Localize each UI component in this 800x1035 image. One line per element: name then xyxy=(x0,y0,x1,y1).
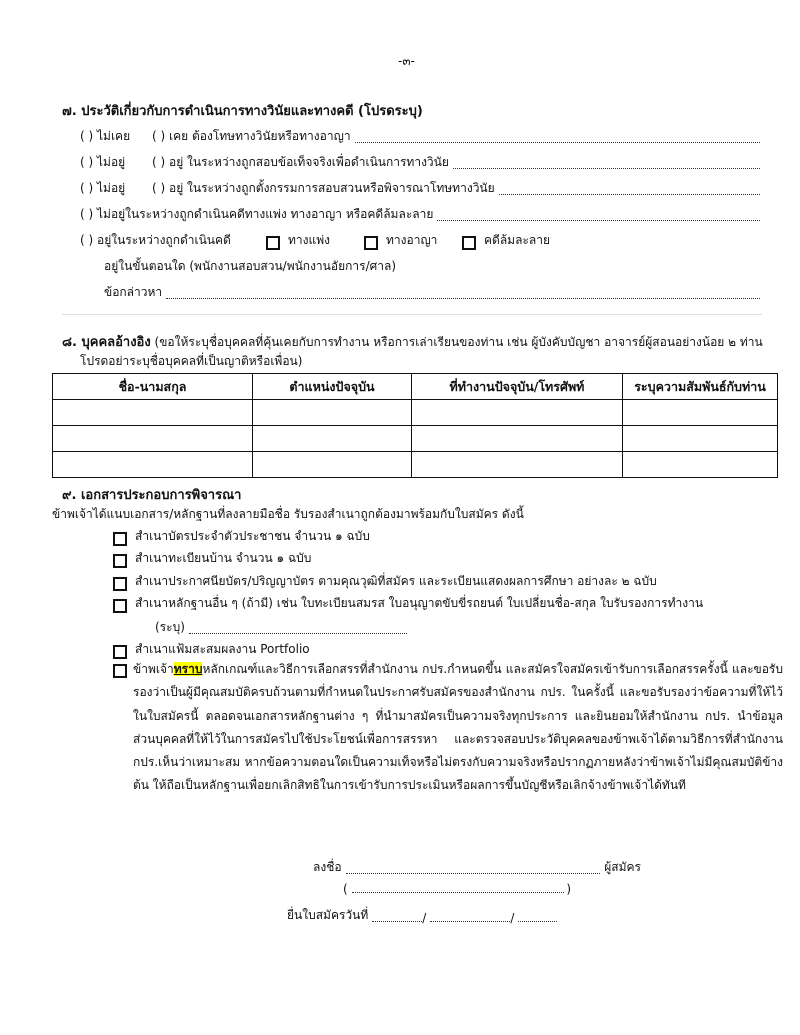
table-cell[interactable] xyxy=(253,426,412,452)
table-cell[interactable] xyxy=(53,400,253,426)
doc-item-label: สำเนาบัตรประจำตัวประชาชน จำนวน ๑ ฉบับ xyxy=(135,529,370,543)
doc-item-3 xyxy=(113,572,657,591)
section-7-title: ๗. ประวัติเกี่ยวกับการดำเนินการทางวินัยและทางคดี (โปรดระบุ) xyxy=(62,104,423,119)
table-cell[interactable] xyxy=(623,426,778,452)
doc-item-1 xyxy=(113,527,370,546)
checkbox-criminal[interactable] xyxy=(364,236,378,250)
checkbox[interactable] xyxy=(113,577,127,591)
s7-row-2-opt-b[interactable]: ( ) อยู่ ในระหว่างถูกสอบข้อเท็จจริงเพื่อดำเนินการทางวินัย xyxy=(152,155,449,169)
s7-row-4-opt[interactable]: ( ) ไม่อยู่ในระหว่างถูกดำเนินคดีทางแพ่ง ทางอาญา หรือคดีล้มละลาย xyxy=(80,207,434,221)
doc-item-2 xyxy=(113,549,311,568)
specify-input[interactable] xyxy=(189,623,407,634)
section-8-header xyxy=(62,331,763,352)
divider xyxy=(62,314,762,315)
day-input[interactable] xyxy=(372,911,422,922)
charge-label: ข้อกล่าวหา xyxy=(104,285,163,299)
table-header-row xyxy=(53,374,778,400)
declaration-checkbox[interactable] xyxy=(113,664,127,678)
name-row xyxy=(343,882,571,896)
paren-open: ( xyxy=(343,882,348,896)
date-sep: / xyxy=(510,911,515,925)
name-input[interactable] xyxy=(352,882,565,893)
section-8-title: ๘. บุคคลอ้างอิง xyxy=(62,335,151,350)
sign-label: ลงชื่อ xyxy=(313,860,342,874)
doc-item-4 xyxy=(113,594,703,613)
table-cell[interactable] xyxy=(412,426,623,452)
date-row xyxy=(287,906,557,925)
year-input[interactable] xyxy=(518,911,557,922)
charge-input[interactable] xyxy=(166,288,760,299)
section-9-intro: ข้าพเจ้าได้แนบเอกสาร/หลักฐานที่ลงลายมือชื่อ รับรองสำเนาถูกต้องมาพร้อมกับใบสมัคร ดังนี้ xyxy=(52,507,524,521)
s7-row-2 xyxy=(80,153,760,172)
criminal-label: ทางอาญา xyxy=(386,233,438,247)
s7-row-5-opt[interactable]: ( ) อยู่ในระหว่างถูกดำเนินคดี xyxy=(80,233,231,247)
s7-row-1 xyxy=(80,127,760,146)
s7-charge-row xyxy=(104,283,760,302)
doc-item-label: สำเนาหลักฐานอื่น ๆ (ถ้ามี) เช่น ใบทะเบียนสมรส ใบอนุญาตขับขี่รถยนต์ ใบเปลี่ยนชื่อ-สกุล ใบรับรองการทำงาน xyxy=(135,596,704,610)
page-number: -๓- xyxy=(398,54,415,68)
col-relationship: ระบุความสัมพันธ์กับท่าน xyxy=(623,374,778,400)
signature-input[interactable] xyxy=(346,863,601,874)
table-cell[interactable] xyxy=(53,426,253,452)
checkbox-civil[interactable] xyxy=(266,236,280,250)
decl-prefix: ข้าพเจ้า xyxy=(133,662,174,676)
reference-table xyxy=(52,373,778,478)
checkbox[interactable] xyxy=(113,554,127,568)
fill-line[interactable] xyxy=(499,184,760,195)
col-position: ตำแหน่งปัจจุบัน xyxy=(253,374,412,400)
checkbox-bankruptcy[interactable] xyxy=(462,236,476,250)
doc-item-label: สำเนาทะเบียนบ้าน จำนวน ๑ ฉบับ xyxy=(135,551,312,565)
specify-row xyxy=(155,618,407,637)
s7-stage-label: อยู่ในขั้นตอนใด (พนักงานสอบสวน/พนักงานอัยการ/ศาล) xyxy=(104,259,396,273)
table-cell[interactable] xyxy=(412,400,623,426)
fill-line[interactable] xyxy=(437,210,760,221)
table-row xyxy=(53,452,778,478)
fill-line[interactable] xyxy=(355,132,760,143)
table-cell[interactable] xyxy=(53,452,253,478)
s7-row-5 xyxy=(80,231,550,250)
table-cell[interactable] xyxy=(412,452,623,478)
doc-item-label: สำเนาแฟ้มสะสมผลงาน Portfolio xyxy=(135,642,310,656)
table-cell[interactable] xyxy=(253,452,412,478)
doc-item-portfolio xyxy=(113,640,310,659)
table-row xyxy=(53,426,778,452)
checkbox[interactable] xyxy=(113,532,127,546)
checkbox[interactable] xyxy=(113,645,127,659)
table-cell[interactable] xyxy=(253,400,412,426)
fill-line[interactable] xyxy=(453,158,760,169)
s7-row-2-opt-a[interactable]: ( ) ไม่อยู่ xyxy=(80,155,126,169)
table-cell[interactable] xyxy=(623,400,778,426)
table-cell[interactable] xyxy=(623,452,778,478)
s7-row-1-opt-a[interactable]: ( ) ไม่เคย xyxy=(80,129,131,143)
date-label: ยื่นใบสมัครวันที่ xyxy=(287,908,369,922)
s7-row-4 xyxy=(80,205,760,224)
decl-body: หลักเกณฑ์และวิธีการเลือกสรรที่สำนักงาน กปร.กำหนดขึ้น และสมัครใจสมัครเข้ารับการเลือกสรรครั้งนี้ และขอรับรองว่าเป็นผู้มีคุณสมบัติครบถ้วนตามที่กำหนดในประกาศรับสมัครของสำนักงาน กปร. ในครั้งนี้ และขอรับรองว่าข้อความที่ให้ไว้ในใบสมัครนี้ ตลอดจนเอกสารหลักฐานต่าง ๆ ที่นำมาสมัครเป็นความจริงทุกประการ และยินยอมให้สำนักงาน กปร. นำข้อมูลส่วนบุคคลที่ให้ไว้ในการสมัครไปใช้ประโยชน์เพื่อการสรรหา และตรวจสอบประวัติบุคคลของข้าพเจ้าได้ตามวิธีการที่สำนักงาน กปร.เห็นว่าเหมาะสม หากข้อความตอนใดเป็นความเท็จหรือไม่ตรงกับความจริงหรือปรากฏภายหลังว่าข้าพเจ้าไม่มีคุณสมบัติข้างต้น ให้ถือเป็นหลักฐานเพื่อยกเลิกสิทธิในการเข้ารับการประเมินหรือผลการขึ้นบัญชีหรือเลิกจ้างข้าพเจ้าได้ทันที xyxy=(133,662,783,793)
table-row xyxy=(53,400,778,426)
applicant-label: ผู้สมัคร xyxy=(604,860,641,874)
signature-row xyxy=(313,858,641,877)
decl-highlight: ทราบ xyxy=(173,662,203,676)
paren-close: ) xyxy=(566,882,571,896)
s7-row-3-opt-b[interactable]: ( ) อยู่ ในระหว่างถูกตั้งกรรมการสอบสวนหรือพิจารณาโทษทางวินัย xyxy=(152,181,495,195)
s7-row-1-opt-b[interactable]: ( ) เคย ต้องโทษทางวินัยหรือทางอาญา xyxy=(152,129,351,143)
declaration-text xyxy=(133,658,783,798)
checkbox[interactable] xyxy=(113,599,127,613)
doc-item-label: สำเนาประกาศนียบัตร/ปริญญาบัตร ตามคุณวุฒิที่สมัคร และระเบียนแสดงผลการศึกษา อย่างละ ๒ ฉบับ xyxy=(135,574,657,588)
civil-label: ทางแพ่ง xyxy=(288,233,331,247)
specify-label: (ระบุ) xyxy=(155,620,185,634)
col-workplace: ที่ทำงานปัจจุบัน/โทรศัพท์ xyxy=(412,374,623,400)
month-input[interactable] xyxy=(430,911,510,922)
section-8-note-2: โปรดอย่าระบุชื่อบุคคลที่เป็นญาติหรือเพื่อน) xyxy=(80,354,303,368)
bankruptcy-label: คดีล้มละลาย xyxy=(484,233,551,247)
s7-row-3-opt-a[interactable]: ( ) ไม่อยู่ xyxy=(80,181,126,195)
section-8-note: (ขอให้ระบุชื่อบุคคลที่คุ้นเคยกับการทำงาน หรือการเล่าเรียนของท่าน เช่น ผู้บังคับบัญชา อาจารย์ผู้สอนอย่างน้อย ๒ ท่าน xyxy=(154,335,763,349)
s7-row-3 xyxy=(80,179,760,198)
section-9-title: ๙. เอกสารประกอบการพิจารณา xyxy=(62,488,242,503)
col-name: ชื่อ-นามสกุล xyxy=(53,374,253,400)
date-sep: / xyxy=(422,911,427,925)
